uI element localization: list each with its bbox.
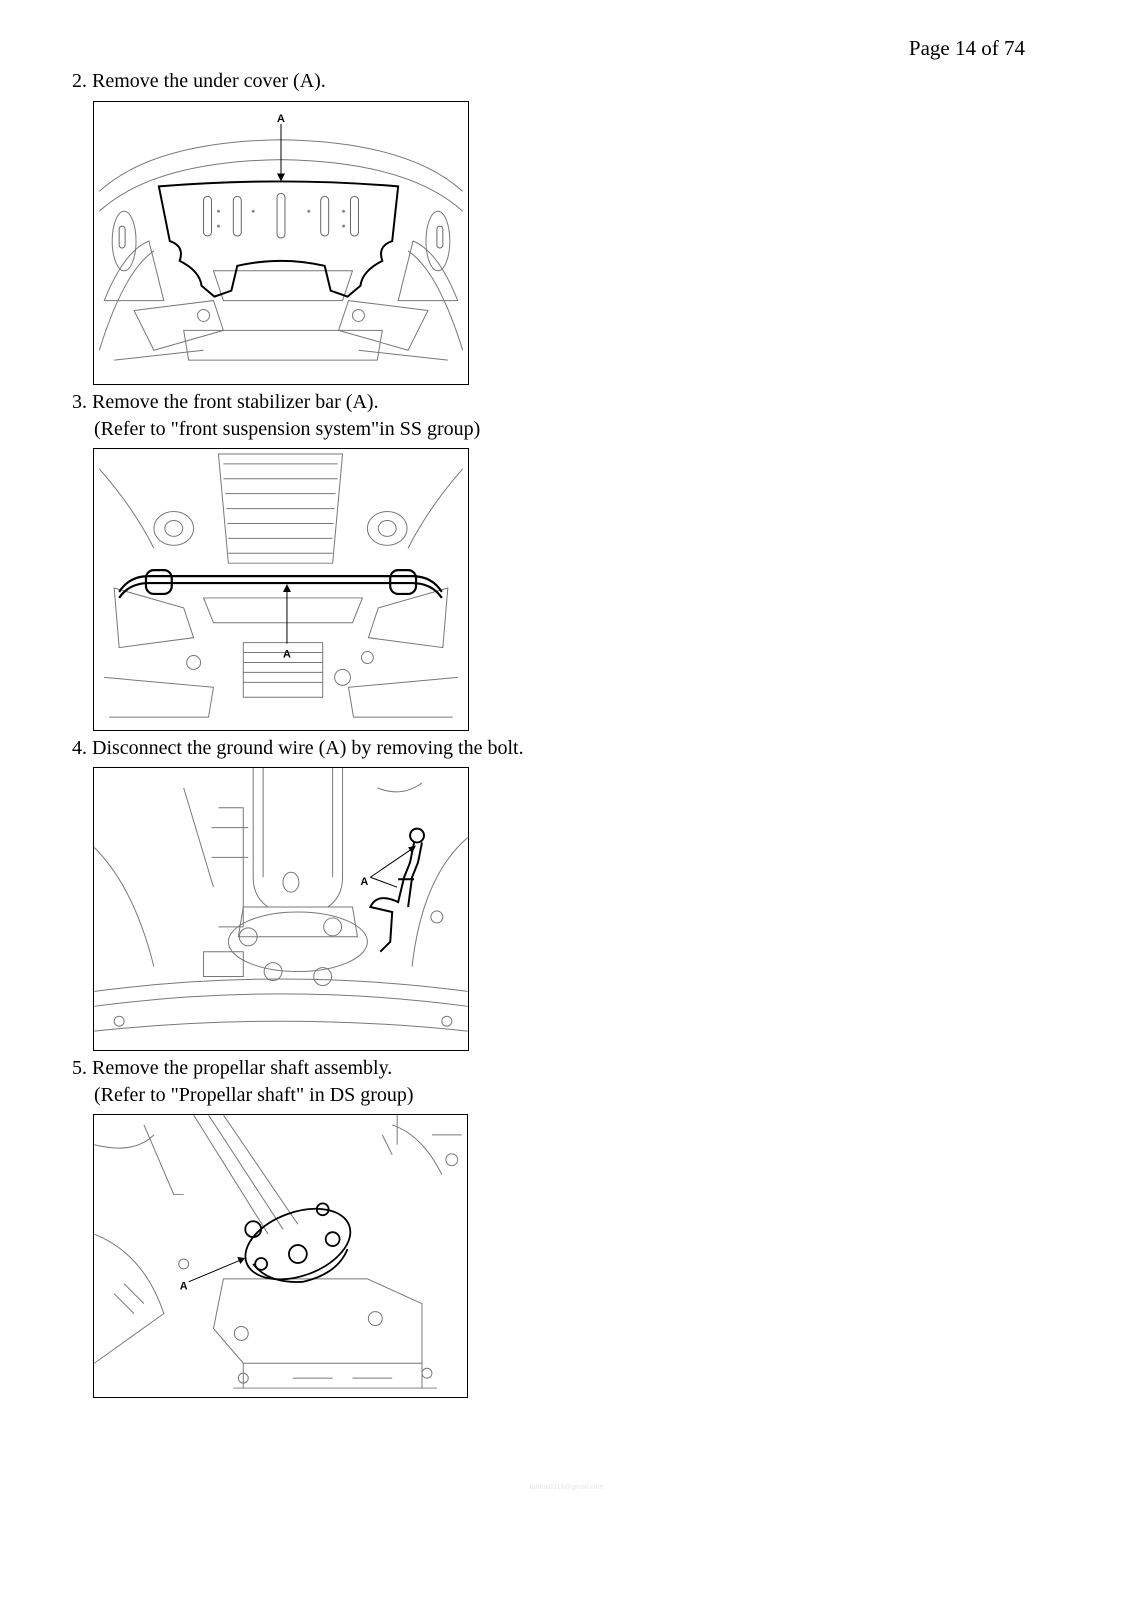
watermark: tommi0318@gmail.com: [529, 1484, 604, 1491]
stabilizer-bar-callout: A: [282, 648, 291, 661]
under-cover-callout: A: [277, 112, 285, 125]
page-number: Page 14 of 74: [908, 36, 1025, 60]
propeller-shaft-diagram-icon: [94, 1115, 467, 1397]
step-2-instruction: 2. Remove the under cover (A).: [72, 70, 326, 92]
under-cover-figure: [93, 101, 469, 385]
step-3-instruction: 3. Remove the front stabilizer bar (A).: [72, 391, 379, 413]
stabilizer-bar-figure: [93, 448, 469, 731]
step-5-instruction: 5. Remove the propellar shaft assembly.: [72, 1057, 393, 1079]
ground-wire-figure: [93, 767, 469, 1051]
step-4-instruction: 4. Disconnect the ground wire (A) by removing the bolt.: [72, 737, 524, 759]
ground-wire-diagram-icon: [94, 768, 468, 1050]
ground-wire-callout: A: [360, 876, 369, 889]
stabilizer-bar-diagram-icon: [94, 449, 468, 730]
step-3-reference-note: (Refer to "front suspension system"in SS group): [94, 418, 481, 440]
step-5-reference-note: (Refer to "Propellar shaft" in DS group): [94, 1084, 414, 1106]
propeller-shaft-callout: A: [179, 1280, 188, 1293]
under-cover-diagram-icon: [94, 102, 468, 384]
propeller-shaft-figure: [93, 1114, 468, 1398]
